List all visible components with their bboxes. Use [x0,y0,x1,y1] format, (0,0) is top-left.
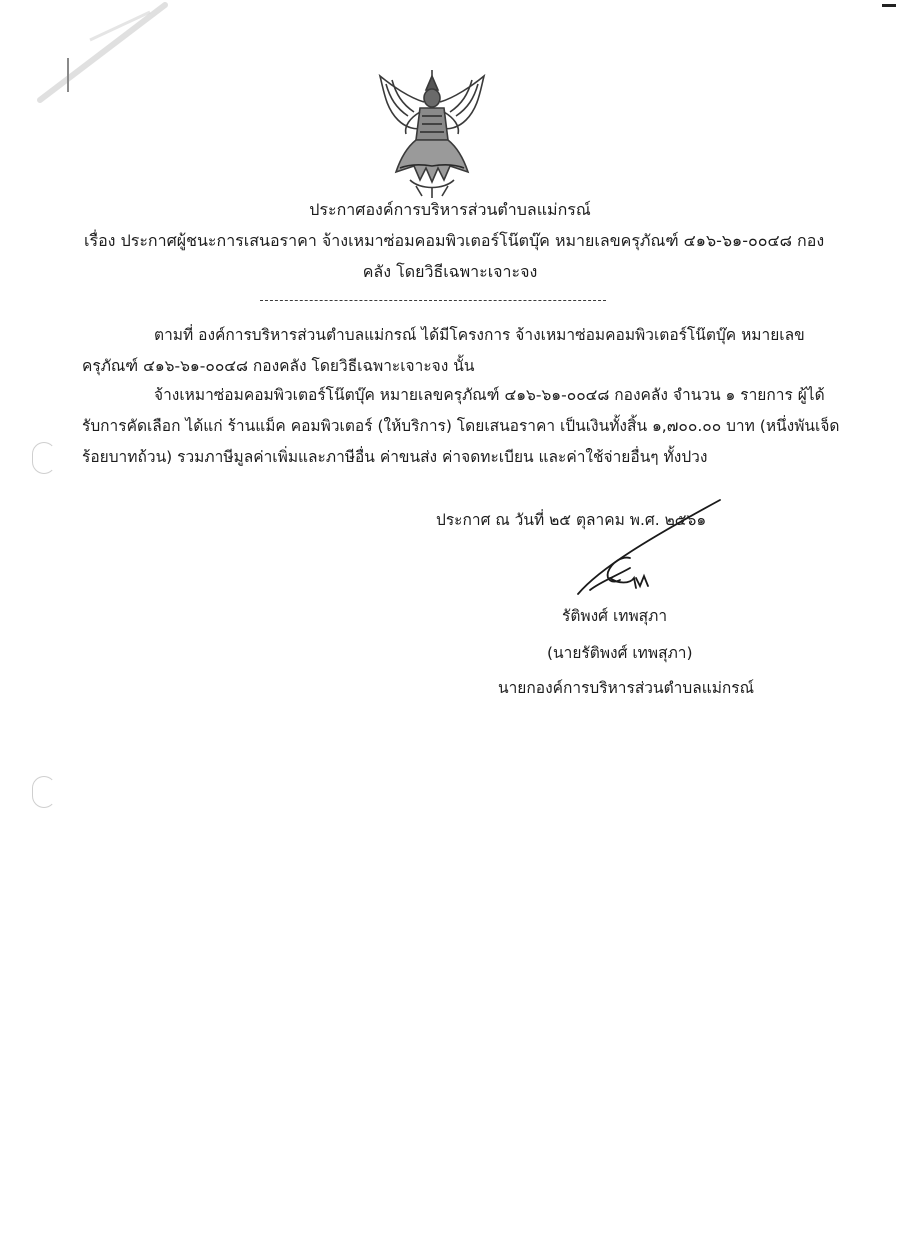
paragraph-1-line-2: ครุภัณฑ์ ๔๑๖-๖๑-๐๐๔๘ กองคลัง โดยวิธีเฉพาะเจาะจง นั้น [82,357,475,375]
subject-line-1: เรื่อง ประกาศผู้ชนะการเสนอราคา จ้างเหมาซ่อมคอมพิวเตอร์โน๊ตบุ๊ค หมายเลขครุภัณฑ์ ๔๑๖-๖๑-๐๐๔๘ กอง [84,231,825,250]
signer-name-parenthesized: (นายรัติพงศ์ เทพสุภา) [547,644,693,662]
signer-name: รัติพงศ์ เทพสุภา [562,607,668,625]
garuda-emblem-icon [370,68,494,198]
paragraph-1-line-1: ตามที่ องค์การบริหารส่วนตำบลแม่กรณ์ ได้มีโครงการ จ้างเหมาซ่อมคอมพิวเตอร์โน๊ตบุ๊ค หมายเลข [154,326,805,344]
dashed-divider [260,300,606,301]
issuer-title: ประกาศองค์การบริหารส่วนตำบลแม่กรณ์ [309,200,591,219]
announcement-date: ประกาศ ณ วันที่ ๒๕ ตุลาคม พ.ศ. ๒๕๖๑ [436,511,707,529]
handwritten-signature-icon [560,498,740,598]
paragraph-2-line-1: จ้างเหมาซ่อมคอมพิวเตอร์โน๊ตบุ๊ค หมายเลขครุภัณฑ์ ๔๑๖-๖๑-๐๐๔๘ กองคลัง จำนวน ๑ รายการ ผู้ได้ [154,386,825,404]
punch-hole-top [32,442,56,474]
signer-position: นายกองค์การบริหารส่วนตำบลแม่กรณ์ [498,679,754,697]
subject-line-2: คลัง โดยวิธีเฉพาะเจาะจง [362,262,538,281]
scan-corner-mark [882,4,896,7]
paragraph-2-line-3: ร้อยบาทถ้วน) รวมภาษีมูลค่าเพิ่มและภาษีอื่น ค่าขนส่ง ค่าจดทะเบียน และค่าใช้จ่ายอื่นๆ ทั้งปวง [82,448,708,466]
paragraph-2-line-2: รับการคัดเลือก ได้แก่ ร้านแม็ค คอมพิวเตอร์ (ให้บริการ) โดยเสนอราคา เป็นเงินทั้งสิ้น ๑,๗๐๐.๐๐ บาท (หนึ่งพันเจ็ด [82,417,840,435]
scan-smudge [30,0,170,110]
punch-hole-bottom [32,776,56,808]
